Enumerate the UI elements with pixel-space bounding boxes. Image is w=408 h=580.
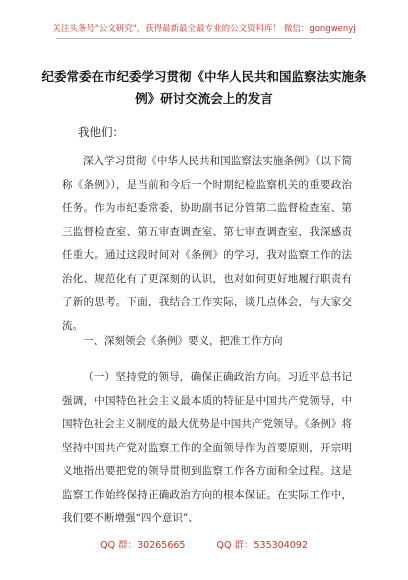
footer-qq-group-2: QQ 群：535304092 [216,540,308,551]
section-heading-1: 一、深刻领会《条例》要义，把准工作方向 [83,335,283,347]
header-banner: 关注头条号"公文研究"，获得最新最全最专业的公文资料库！ 微信：gongwenyj [52,24,356,34]
paragraph-intro: 深入学习贯彻《中华人民共和国监察法实施条例》（以下简称《条例》），是当前和今后一个时期纪检监察机关的重要政治任务。作为市纪委常委，协助副书记分管第二监督检查室、第三监督检查室、第五审查调查室、第七审查调查室，我深感责任重大。通过这段时间对《条例》的学习，我对监察工作的法治化、规范化有了更深刻的认识，也对如何更好地履行职责有了新的思考。下面，我结合工作实际，谈几点体会，与大家交流。 [62,155,352,332]
paragraph-section-1-1: （一）坚持党的领导，确保正确政治方向。习近平总书记强调，中国特色社会主义最本质的特征是中国共产党领导，中国特色社会主义制度的最大优势是中国共产党领导。《条例》将坚持中国共产党对监察工作的全面领导作为首要原则，开宗明义地指出要把党的领导贯彻到监察工作各方面和全过程。这是监察工作始终保持正确政治方向的根本保证。在实际工作中，我们要不断增强“四个意识”、 [62,371,352,524]
salutation: 我他们： [78,125,124,139]
footer-contact [0,537,408,551]
document-title: 纪委常委在市纪委学习贯彻《中华人民共和国监察法实施条例》研讨交流会上的发言 [41,69,367,106]
header-divider [56,38,352,39]
footer-qq-group-1: QQ 群：30265665 [100,540,186,551]
